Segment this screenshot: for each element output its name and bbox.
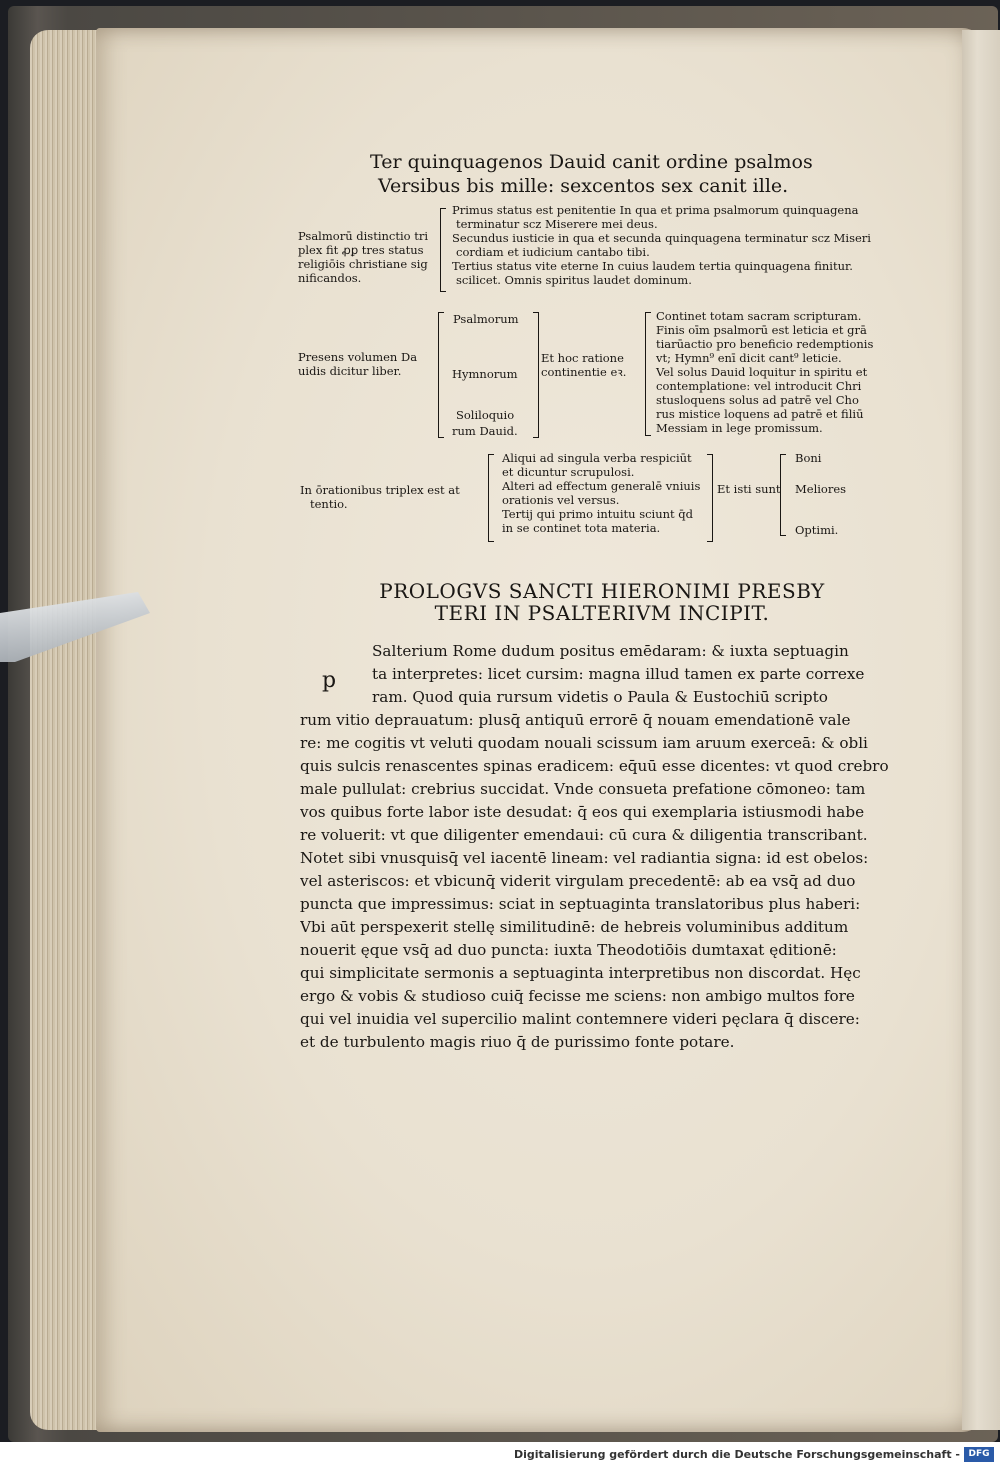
opening-verse (370, 150, 813, 198)
scheme-2-left-bracket (438, 312, 444, 438)
dfg-logo: DFG (964, 1447, 994, 1462)
body-line: re voluerit: vt que diligenter emendaui: cū cura & diligentia transcribant. (300, 826, 868, 844)
scheme-1-bracket (440, 208, 446, 292)
guide-letter: p (322, 668, 337, 693)
body-line: rum vitio deprauatum: plusq̄ antiquū errorē q̄ nouam emendationē vale (300, 711, 851, 729)
scheme-3-mid: Et isti sunt (717, 482, 781, 496)
body-line: re: me cogitis vt veluti quodam nouali scissum iam aruum exerceā: & obli (300, 734, 868, 752)
scheme-3-lead: In ōrationibus triplex est at tentio. (300, 483, 460, 511)
body-line: ergo & vobis & studioso cuiq̄ fecisse me sciens: non ambigo multos fore (300, 987, 855, 1005)
scheme-3-left-bracket (488, 454, 494, 542)
body-line: qui vel inuidia vel supercilio malint contemnere videri pęclara q̄ discere: (300, 1010, 860, 1028)
body-line: vel asteriscos: et vbicunq̄ viderit virgulam precedentē: ab ea vsq̄ ad duo (300, 872, 856, 890)
scheme-2-right-bracket (533, 312, 539, 438)
body-line: nouerit ęque vsq̄ ad duo puncta: iuxta Theodotiōis dumtaxat ęditionē: (300, 941, 837, 959)
scheme-2-lead: Presens volumen Da uidis dicitur liber. (298, 350, 418, 378)
scheme-1-items: Primus status est penitentie In qua et prima psalmorum quinquagena terminatur scz Miserere mei deus. Secundus iusticie in qua et secunda quinquagena terminatur scz Miseri cordiam et iudicium cantabo tibi. Tertius status vite eterne In cuius laudem tertia quinquagena finitur. scilicet. Omnis spiritus laudet dominum. (452, 203, 871, 287)
body-line: Vbi aūt perspexerit stellę similitudinē: de hebreis voluminibus additum (300, 918, 849, 936)
scheme-3-items: Aliqui ad singula verba respiciūt et dicuntur scrupulosi. Alteri ad effectum generalē vniuis orationis vel versus. Tertij qui primo intuitu sciunt q̄d in se continet tota materia. (502, 451, 701, 535)
scheme-2-name-hymnorum: Hymnorum (452, 367, 518, 381)
body-line: Notet sibi vnusquisq̄ vel iacentē lineam: vel radiantia signa: id est obelos: (300, 849, 869, 867)
verse-line-2: Versibus bis mille: sexcentos sex canit ille. (378, 175, 789, 197)
body-line: male pullulat: crebrius succidat. Vnde consueta prefatione cōmoneo: tam (300, 780, 866, 798)
prologue-title-line-1: PROLOGVS SANCTI HIERONIMI PRESBY (379, 579, 825, 603)
scheme-3-right-bracket (707, 454, 713, 542)
verse-line-1: Ter quinquagenos Dauid canit ordine psalmos (370, 151, 813, 173)
footer-bar (0, 1442, 1000, 1469)
body-line: ram. Quod quia rursum videtis o Paula & Eustochiū scripto (372, 688, 828, 706)
body-line: Salterium Rome dudum positus emēdaram: & iuxta septuagin (372, 642, 849, 660)
funding-note: Digitalisierung gefördert durch die Deutsche Forschungsgemeinschaft - (513, 1448, 960, 1461)
scheme-3-ranks-bracket (780, 454, 786, 536)
scheme-2-name-soliloquio: Soliloquio (456, 408, 515, 422)
scheme-3-rank-meliores: Meliores (795, 482, 847, 496)
scheme-2-mid: Et hoc ratione continentie eꝛ. (541, 351, 627, 379)
scheme-3-rank-boni: Boni (795, 451, 822, 465)
scheme-1-lead: Psalmorū distinctio tri plex fit ꝓꝑ tres status religiōis christiane sig nificandos. (298, 229, 429, 285)
scheme-2-name-psalmorum: Psalmorum (453, 312, 519, 326)
body-line: ta interpretes: licet cursim: magna illud tamen ex parte correxe (372, 665, 865, 683)
body-line: qui simplicitate sermonis a septuaginta interpretibus non discordat. Hęc (300, 964, 861, 982)
prologue-title (352, 580, 852, 624)
scheme-2-right: Continet totam sacram scripturam. Finis oīm psalmorū est leticia et grā tiarūactio pro beneficio redemptionis vt; Hymn⁹ enī dicit cant⁹ leticie. Vel solus Dauid loquitur in spiritu et contemplatione: vel introducit Chri stusloquens solus ad patrē vel Cho rus mistice loquens ad patrē et filiū Messiam in lege promissum. (656, 309, 874, 435)
body-line: vos quibus forte labor iste desudat: q̄ eos qui exemplaria istiusmodi habe (300, 803, 865, 821)
body-line: quis sulcis renascentes spinas eradicem: eq̄uū esse dicentes: vt quod crebro (300, 757, 889, 775)
handwritten-marginalia (968, 600, 998, 820)
prologue-title-line-2: TERI IN PSALTERIVM INCIPIT. (434, 601, 770, 625)
scheme-2-right-group-bracket (645, 312, 651, 436)
body-line: et de turbulento magis riuo q̄ de purissimo fonte potare. (300, 1033, 735, 1051)
scheme-2-name-rum-dauid: rum Dauid. (452, 424, 518, 438)
body-line: puncta que impressimus: sciat in septuaginta translatoribus plus haberi: (300, 895, 861, 913)
prologue-body (300, 640, 890, 1054)
scheme-3-rank-optimi: Optimi. (795, 523, 839, 537)
